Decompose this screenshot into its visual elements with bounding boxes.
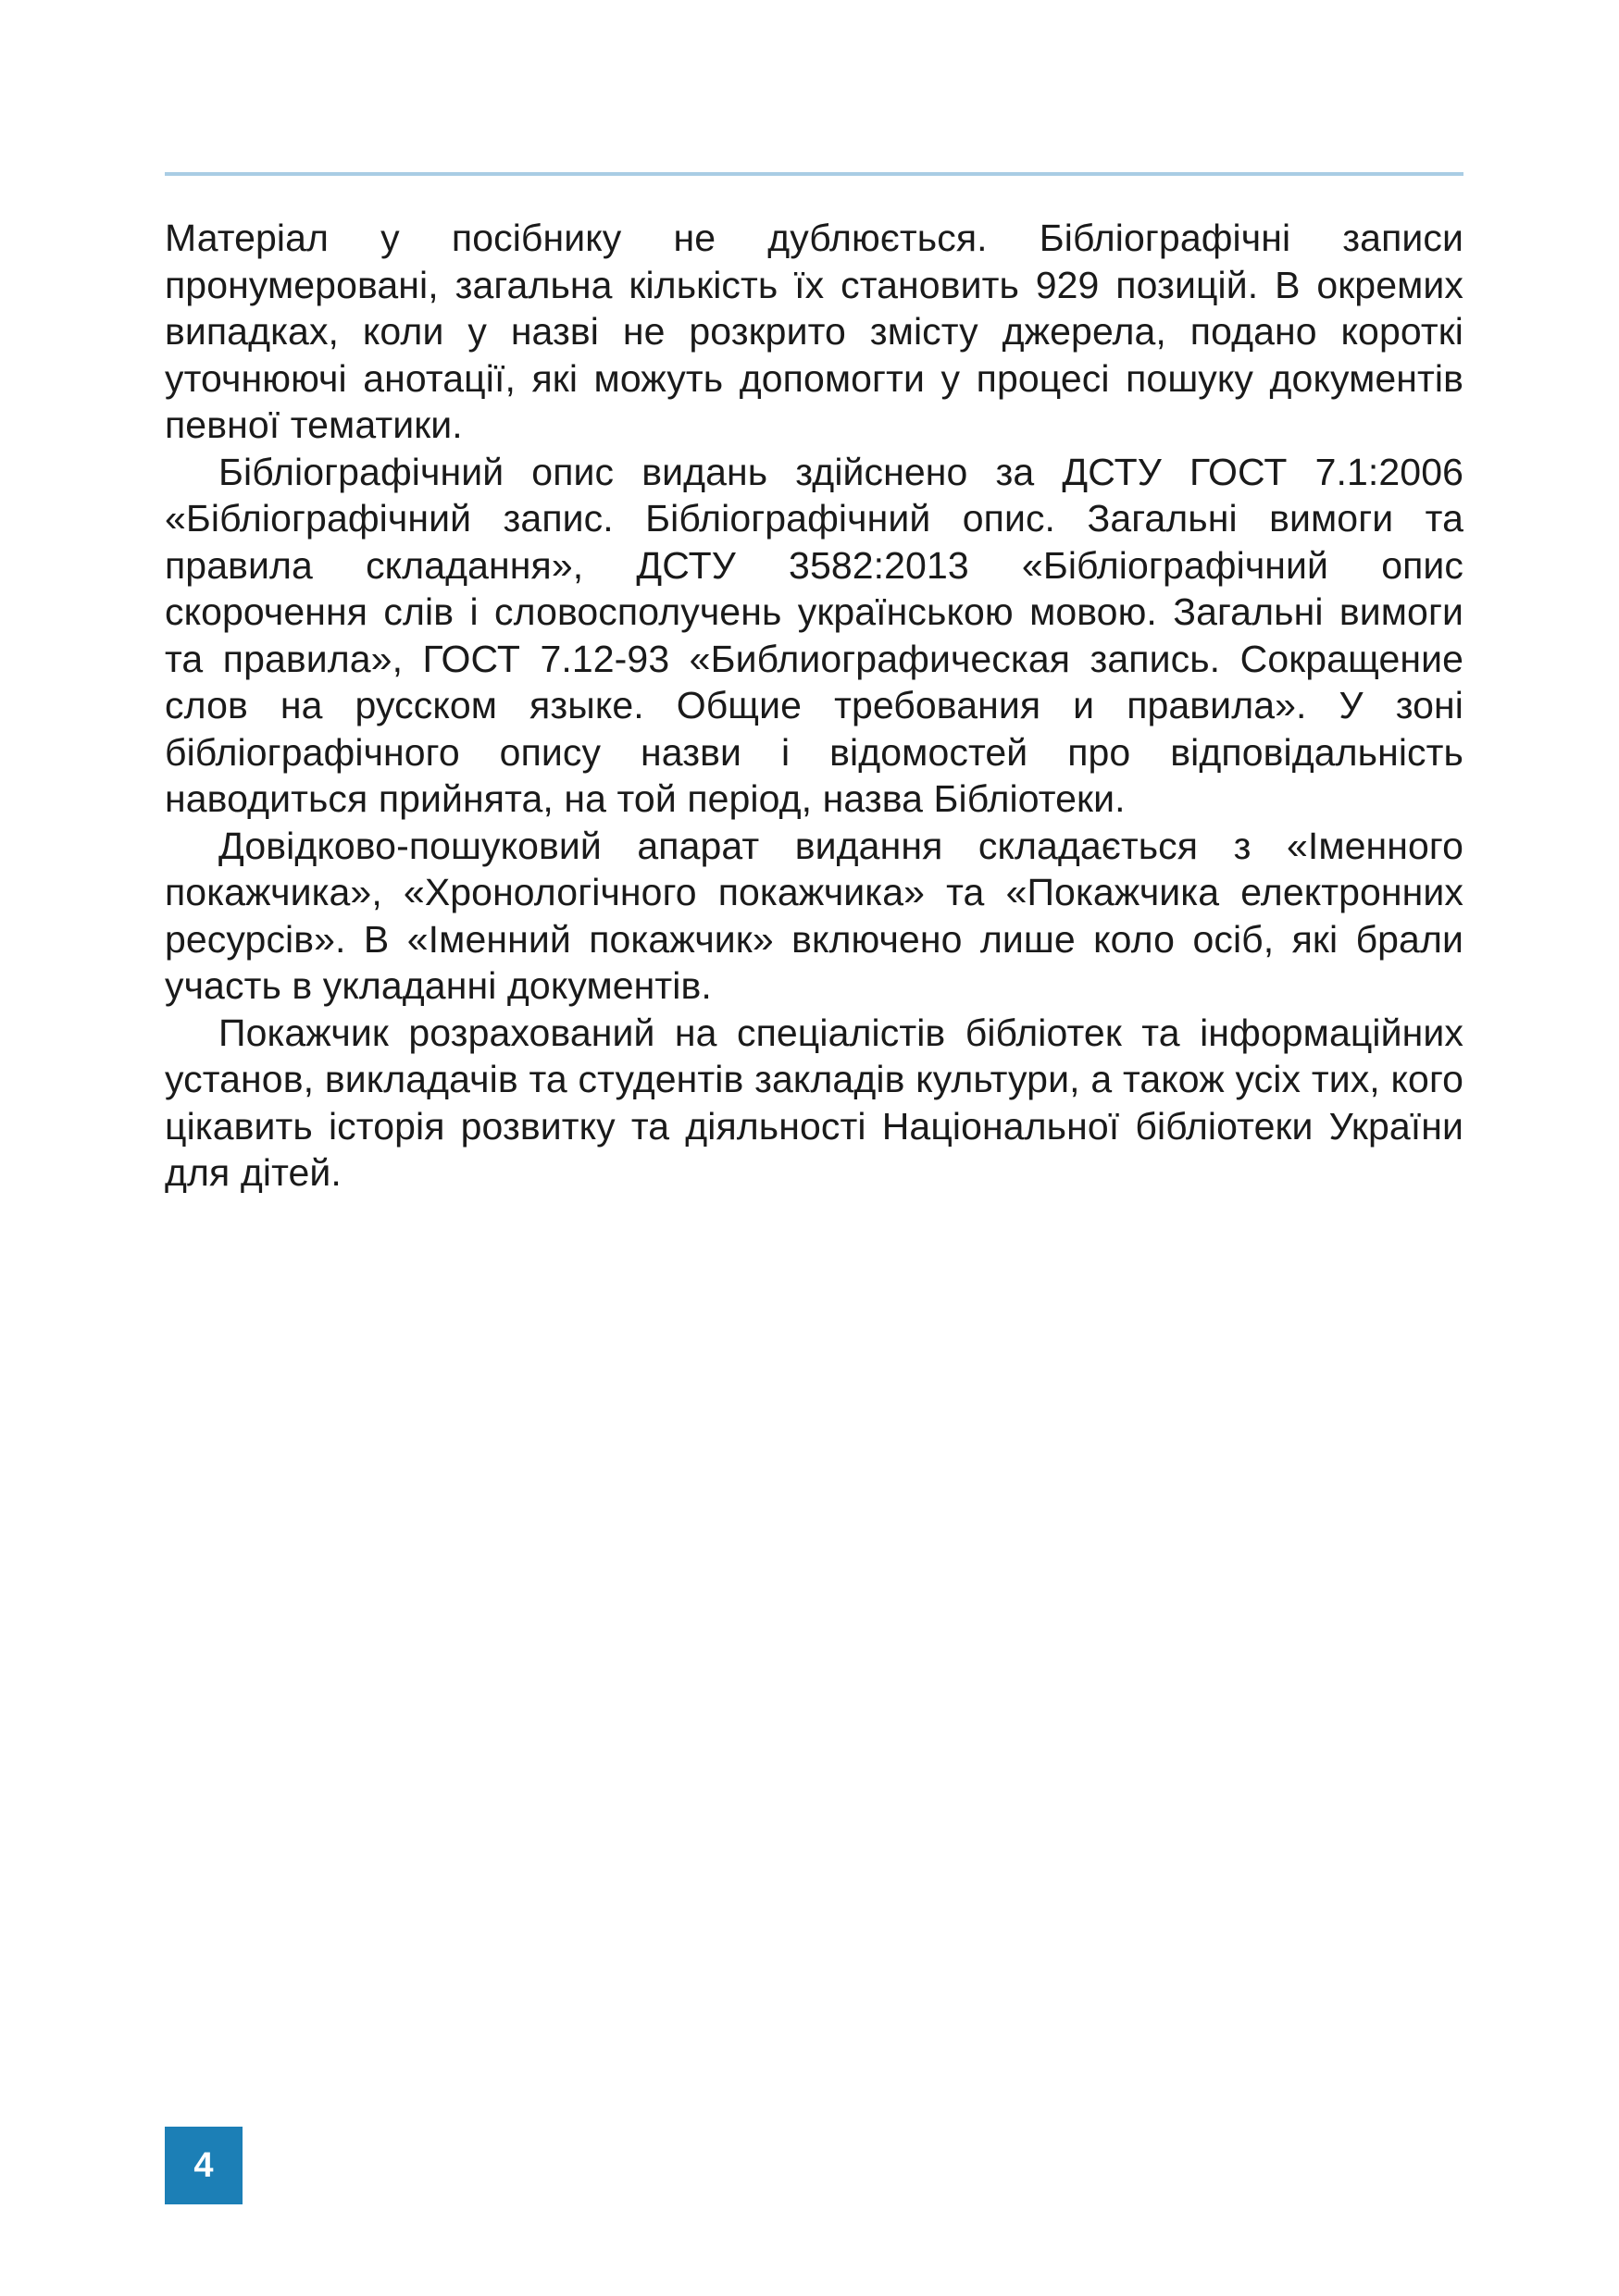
- paragraph-audience: Покажчик розрахований на спеціалістів бібліотек та інформаційних установ, викладачів та студентів закладів культури, а також усіх тих, кого цікавить історія розвитку та діяльності Національної бібліотеки України для дітей.: [165, 1011, 1463, 1194]
- page-number-badge: [165, 2127, 243, 2204]
- paragraph-bibliographic-description: Бібліографічний опис видань здійснено за ДСТУ ГОСТ 7.1:2006 «Бібліографічний запис. Бібліографічний опис. Загальні вимоги та правила складання», ДСТУ 3582:2013 «Бібліографічний опис скорочення слів і словосполучень українською мовою. Загальні вимоги та правила», ГОСТ 7.12-93 «Библиографическая запись. Сокращение слов на русском языке. Общие требования и правила». У зоні бібліографічного опису назви і відомостей про відповідальність наводиться прийнята, на той період, назва Бібліотеки.: [165, 450, 1463, 820]
- paragraph-intro: Матеріал у посібнику не дублюється. Бібліографічні записи пронумеровані, загальна кількість їх становить 929 позицій. В окремих випадках, коли у назві не розкрито змісту джерела, подано короткі уточнюючі анотації, які можуть допомогти у процесі пошуку документів певної тематики.: [165, 217, 1463, 446]
- header-rule: [165, 172, 1463, 176]
- body-text: [165, 215, 1463, 1197]
- paragraph-reference-apparatus: Довідково-пошуковий апарат видання складається з «Іменного покажчика», «Хронологічного покажчика» та «Покажчика електронних ресурсів». В «Іменний покажчик» включено лише коло осіб, які брали участь в укладанні документів.: [165, 824, 1463, 1007]
- page-number: 4: [193, 2145, 214, 2185]
